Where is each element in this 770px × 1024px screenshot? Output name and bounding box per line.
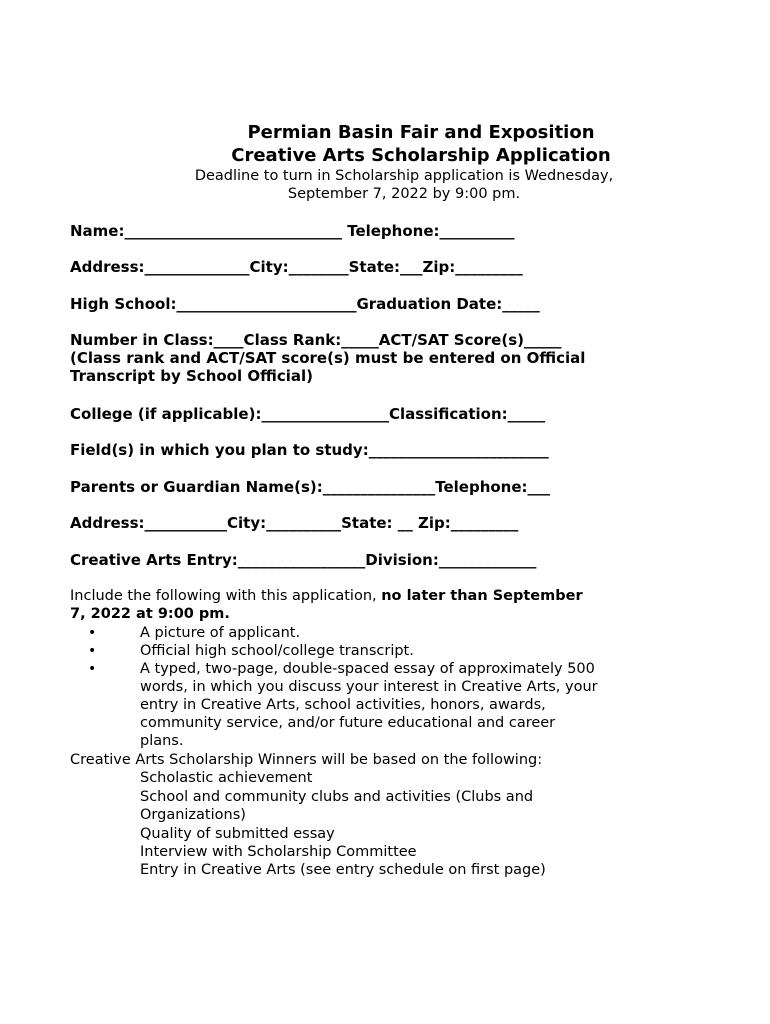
address-city-state-zip-field[interactable]: Address:______________City:________State:___Zip:_________ xyxy=(70,258,523,276)
bullet-icon: • xyxy=(88,661,97,677)
list-item-continued: words, in which you discuss your interest in Creative Arts, your xyxy=(140,679,598,695)
criteria-item: Scholastic achievement xyxy=(140,770,313,786)
criteria-item: Interview with Scholarship Committee xyxy=(140,844,417,860)
include-intro xyxy=(70,587,583,605)
college-classification-field[interactable]: College (if applicable):_________________Classification:_____ xyxy=(70,405,546,423)
parent-address-field[interactable]: Address:___________City:__________State: __ Zip:_________ xyxy=(70,514,519,532)
include-intro-text: Include the following with this application, xyxy=(70,588,377,604)
criteria-item-continued: Organizations) xyxy=(140,807,246,823)
criteria-item: Quality of submitted essay xyxy=(140,826,335,842)
criteria-item: Entry in Creative Arts (see entry schedule on first page) xyxy=(140,862,546,878)
list-item-continued: community service, and/or future educational and career xyxy=(140,715,556,731)
include-deadline-bold-continued: 7, 2022 at 9:00 pm. xyxy=(70,606,230,622)
list-item: A picture of applicant. xyxy=(140,625,301,641)
parent-guardian-field[interactable]: Parents or Guardian Name(s):_______________Telephone:___ xyxy=(70,478,551,496)
class-rank-note-continued: Transcript by School Official) xyxy=(70,367,313,385)
field-of-study-field[interactable]: Field(s) in which you plan to study:________________________ xyxy=(70,441,549,459)
criteria-item: School and community clubs and activities (Clubs and xyxy=(140,789,534,805)
list-item-continued: plans. xyxy=(140,733,184,749)
high-school-graduation-field[interactable]: High School:________________________Graduation Date:_____ xyxy=(70,295,540,313)
bullet-icon: • xyxy=(88,625,97,641)
page-subtitle: Creative Arts Scholarship Application xyxy=(231,145,611,166)
creative-arts-entry-field[interactable]: Creative Arts Entry:_________________Division:_____________ xyxy=(70,551,537,569)
deadline-line-1: Deadline to turn in Scholarship application is Wednesday, xyxy=(194,168,614,184)
list-item: Official high school/college transcript. xyxy=(140,643,414,659)
criteria-intro: Creative Arts Scholarship Winners will be based on the following: xyxy=(70,752,543,768)
list-item-continued: entry in Creative Arts, school activities, honors, awards, xyxy=(140,697,546,713)
bullet-icon: • xyxy=(88,643,97,659)
page-title: Permian Basin Fair and Exposition xyxy=(247,122,595,143)
name-telephone-field[interactable]: Name:_____________________________ Telephone:__________ xyxy=(70,222,515,240)
class-rank-note: (Class rank and ACT/SAT score(s) must be entered on Official xyxy=(70,349,586,367)
class-rank-score-field[interactable]: Number in Class:____Class Rank:_____ACT/SAT Score(s)_____ xyxy=(70,331,562,349)
list-item: A typed, two-page, double-spaced essay of approximately 500 xyxy=(140,661,595,677)
include-deadline-bold: no later than September xyxy=(381,588,583,604)
deadline-line-2: September 7, 2022 by 9:00 pm. xyxy=(287,186,521,202)
